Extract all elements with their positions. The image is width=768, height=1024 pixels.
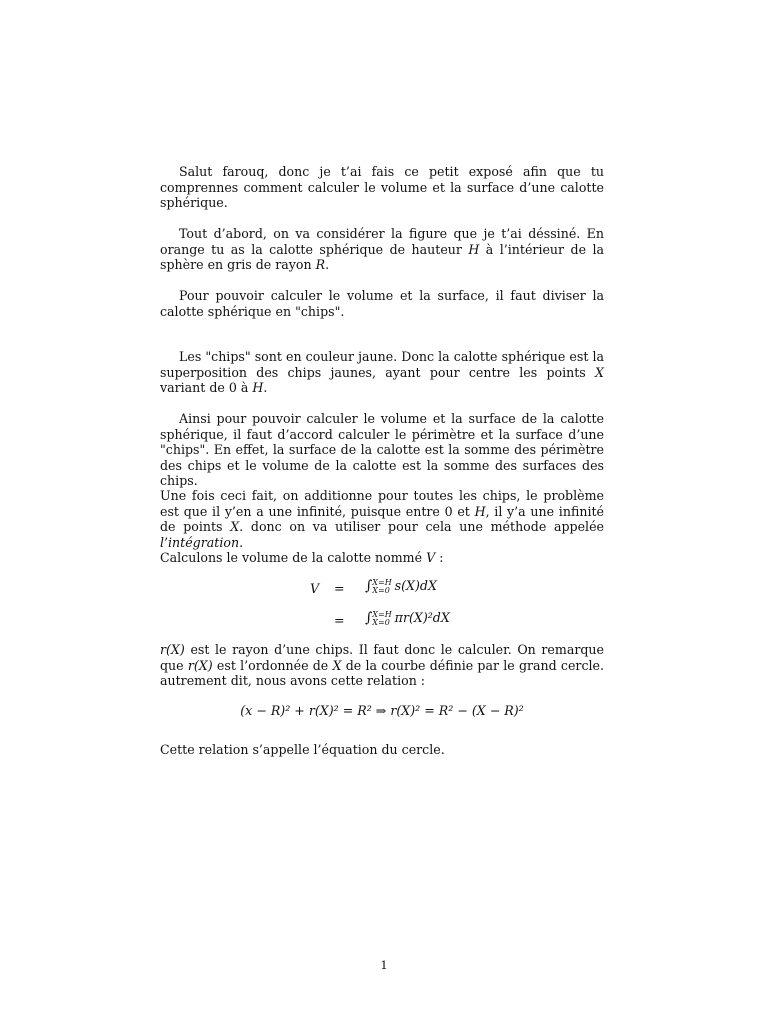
superposition-paragraph: Les "chips" sont en couleur jaune. Donc la calotte sphérique est la superposition des chips jaunes, ayant pour centre les points X variant de 0 à H.	[160, 349, 604, 396]
intro-paragraph	[160, 164, 604, 211]
symbol-R: R	[315, 257, 326, 273]
integral-limits	[372, 579, 391, 595]
integration-text-c: . donc on va utiliser pour cela une méthode appelée	[239, 519, 604, 535]
intro-text: Salut farouq, donc je t’ai fais ce petit exposé afin que tu comprennes comment calculer le volume et la surface d’une calotte sphérique.	[160, 164, 604, 211]
volume-intro-text: Calculons le volume de la calotte nommé	[160, 550, 423, 565]
integration-paragraph: Une fois ceci fait, on additionne pour toutes les chips, le problème est que il y’en a une infinité, puisque entre 0 et H, il y’a une infinité de points X. donc on va utiliser pour cela une méthode appelée l’intégration.	[160, 488, 604, 550]
page-number: 1	[380, 958, 388, 972]
lower-limit-2: X=0	[372, 617, 390, 627]
symbol-rX: r(X)	[160, 642, 185, 657]
integral-sign: ∫	[365, 578, 373, 594]
radius-text-b: est l’ordonnée de	[216, 657, 329, 673]
integrand-disc: πr(X)²dX	[394, 610, 450, 625]
symbol-H: H	[468, 241, 480, 257]
symbol-V: V	[426, 550, 436, 565]
method-text: Ainsi pour pouvoir calculer le volume et la surface de la calotte sphérique, il faut d’accord calculer le périmètre et la surface d’une "chips". En effet, la surface de la calotte est la somme des périmètre des chips et le volume de la calotte est la somme des surfaces des chips.	[160, 411, 604, 489]
equation-row-1	[365, 578, 437, 595]
radius-text-a: est le rayon d’une chips. Il faut donc le calculer. On remarque que	[160, 642, 604, 673]
figure-paragraph: Tout d’abord, on va considérer la figure que je t’ai déssiné. En orange tu as la calotte sphérique de hauteur H à l’intérieur de la sphère en gris de rayon R.	[160, 226, 604, 273]
equation-equals-2: =	[334, 613, 345, 628]
figure-text-b: à l’intérieur de la sphère en gris de rayon	[160, 241, 604, 273]
symbol-X: X	[595, 364, 604, 380]
circle-equation: (x − R)² + r(X)² = R² ⇒ r(X)² = R² − (X − R)²	[240, 703, 524, 718]
chips-text: Pour pouvoir calculer le volume et la surface, il faut diviser la calotte sphérique en "chips".	[160, 288, 604, 319]
symbol-X-2: X	[230, 519, 240, 535]
radius-text-c: de la courbe définie par le grand cercle. autrement dit, nous avons cette relation :	[160, 657, 604, 689]
equation-row-2	[365, 610, 450, 627]
symbol-H-3: H	[474, 503, 486, 519]
method-paragraph	[160, 411, 604, 489]
symbol-rX-2: r(X)	[187, 657, 213, 673]
upper-limit-2: X=H	[372, 609, 392, 619]
superposition-text-b: variant de 0 à	[160, 380, 249, 396]
equation-lhs: V	[310, 581, 320, 596]
equation-equals-1: =	[334, 581, 345, 596]
upper-limit: X=H	[372, 577, 392, 587]
integral-limits-2	[372, 611, 391, 627]
radius-paragraph	[160, 642, 604, 689]
chips-paragraph	[160, 288, 604, 319]
circle-text: Cette relation s’appelle l’équation du cercle.	[160, 742, 445, 757]
figure-text-a: Tout d’abord, on va considérer la figure que je t’ai déssiné. En orange tu as la calotte sphérique de hauteur	[160, 226, 604, 257]
symbol-H-2: H	[252, 380, 264, 396]
volume-intro: Calculons le volume de la calotte nommé V :	[160, 550, 444, 565]
symbol-X-3: X	[332, 657, 342, 673]
lower-limit: X=0	[372, 585, 390, 595]
integration-term: l’intégration	[160, 534, 240, 550]
superposition-text-a: Les "chips" sont en couleur jaune. Donc la calotte sphérique est la superposition des chips jaunes, ayant pour centre les points	[160, 349, 604, 380]
circle-paragraph	[160, 742, 604, 758]
integration-text-b: , il y’a une infinité de points	[160, 503, 604, 535]
integration-text-a: Une fois ceci fait, on additionne pour toutes les chips, le problème est que il y’en a une infinité, puisque entre 0 et	[160, 488, 604, 519]
integral-sign-2: ∫	[365, 610, 373, 626]
integrand-surface: s(X)dX	[394, 578, 437, 593]
